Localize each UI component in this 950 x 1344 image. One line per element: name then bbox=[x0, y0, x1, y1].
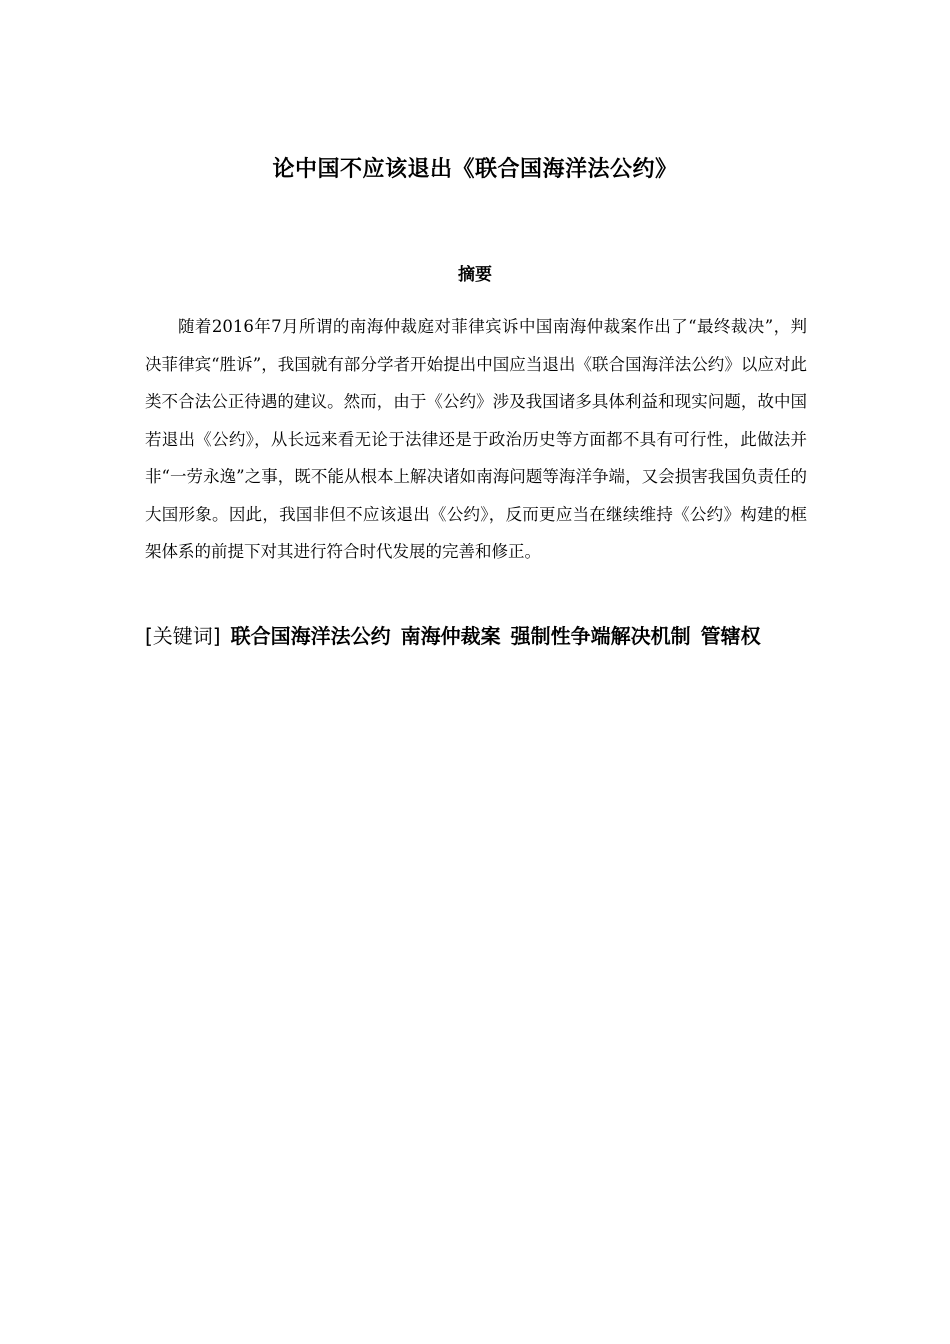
keyword-item: 南海仲裁案 bbox=[400, 624, 501, 648]
abstract-body: 随着2016年7月所谓的南海仲裁庭对菲律宾诉中国南海仲裁案作出了“最终裁决”，判决菲律宾“胜诉”，我国就有部分学者开始提出中国应当退出《联合国海洋法公约》以应对此类不合法公正待遇的建议。然而，由于《公约》涉及我国诸多具体利益和现实问题，故中国若退出《公约》，从长远来看无论于法律还是于政治历史等方面都不具有可行性，此做法并非“一劳永逸”之事，既不能从根本上解决诸如南海问题等海洋争端，又会损害我国负责任的大国形象。因此，我国非但不应该退出《公约》，反而更应当在继续维持《公约》构建的框架体系的前提下对其进行符合时代发展的完善和修正。 bbox=[145, 317, 807, 561]
keyword-item: 联合国海洋法公约 bbox=[230, 624, 391, 648]
abstract-heading: 摘要 bbox=[458, 265, 492, 285]
keyword-item: 强制性争端解决机制 bbox=[510, 624, 691, 648]
keywords-label: [关键词] bbox=[145, 624, 221, 648]
keywords-line bbox=[145, 614, 807, 659]
keyword-item: 管辖权 bbox=[700, 624, 761, 648]
document-title: 论中国不应该退出《联合国海洋法公约》 bbox=[272, 157, 678, 182]
